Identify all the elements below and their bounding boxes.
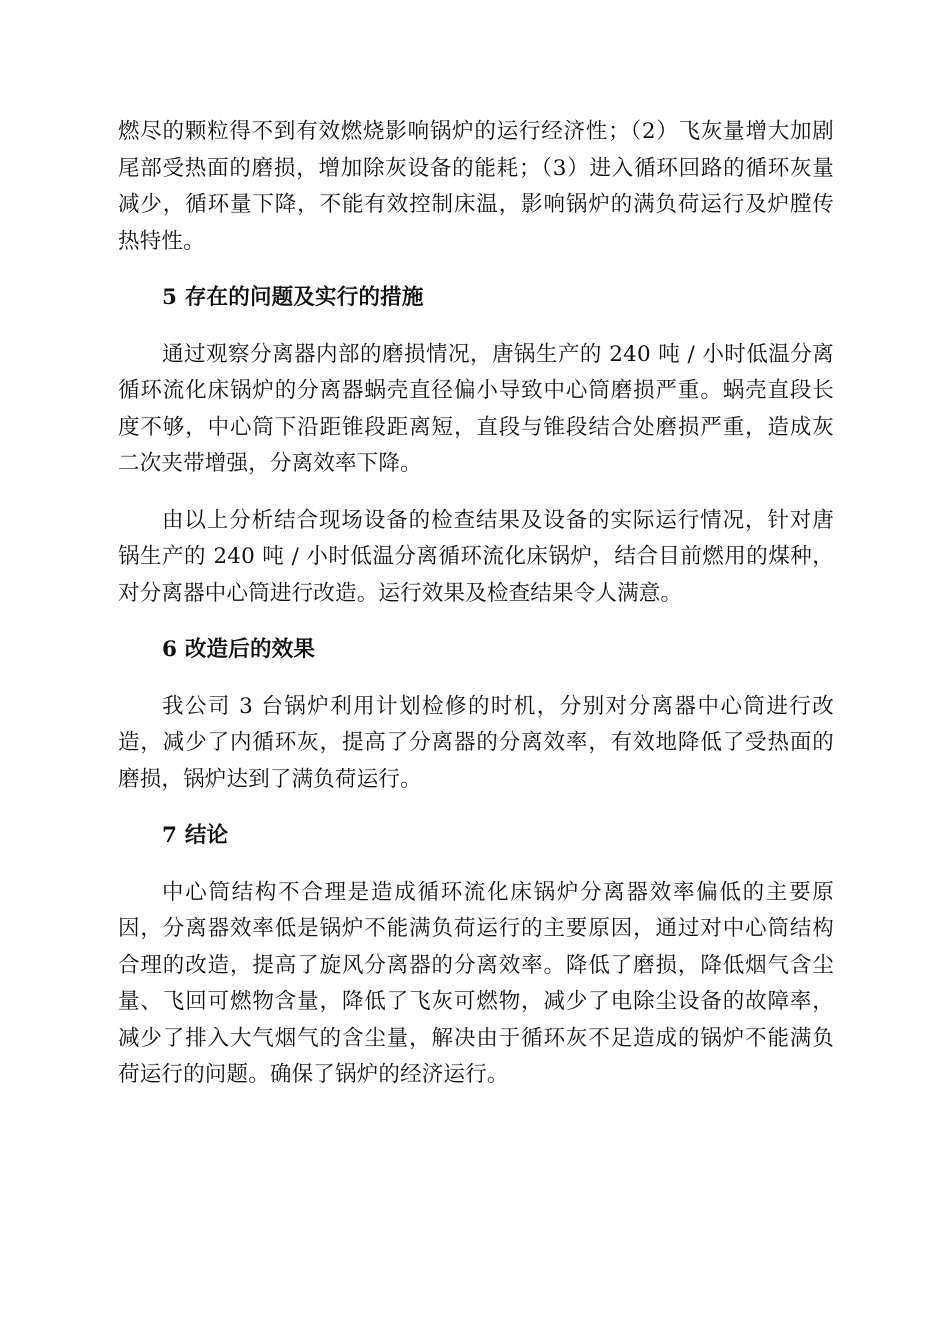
document-body	[118, 114, 834, 1094]
section-7-paragraph-1: 中心筒结构不合理是造成循环流化床锅炉分离器效率偏低的主要原因，分离器效率低是锅炉不能满负荷运行的主要原因，通过对中心筒结构合理的改造，提高了旋风分离器的分离效率。降低了磨损，降低烟气含尘量、飞回可燃物含量，降低了飞灰可燃物，减少了电除尘设备的故障率，减少了排入大气烟气的含尘量，解决由于循环灰不足造成的锅炉不能满负荷运行的问题。确保了锅炉的经济运行。	[118, 879, 834, 1087]
section-5-paragraph-1: 通过观察分离器内部的磨损情况，唐锅生产的 240 吨 / 小时低温分离循环流化床锅炉的分离器蜗壳直径偏小导致中心筒磨损严重。蜗壳直段长度不够，中心筒下沿距锥段距离短，直段与锥段结合处磨损严重，造成灰二次夹带增强，分离效率下降。	[118, 341, 834, 476]
section-5-paragraph-2: 由以上分析结合现场设备的检查结果及设备的实际运行情况，针对唐锅生产的 240 吨 / 小时低温分离循环流化床锅炉，结合目前燃用的煤种，对分离器中心筒进行改造。运行效果及检查结果令人满意。	[118, 507, 834, 606]
section-6-heading: 6 改造后的效果	[162, 637, 316, 662]
section-6-paragraph-1: 我公司 3 台锅炉利用计划检修的时机，分别对分离器中心筒进行改造，减少了内循环灰，提高了分离器的分离效率，有效地降低了受热面的磨损，锅炉达到了满负荷运行。	[118, 693, 834, 792]
section-5-heading: 5 存在的问题及实行的措施	[162, 285, 424, 310]
section-7-heading: 7 结论	[162, 823, 229, 848]
continued-paragraph: 燃尽的颗粒得不到有效燃烧影响锅炉的运行经济性；（2）飞灰量增大加剧尾部受热面的磨损，增加除灰设备的能耗；（3）进入循环回路的循环灰量减少，循环量下降，不能有效控制床温，影响锅炉的满负荷运行及炉膛传热特性。	[118, 119, 834, 254]
